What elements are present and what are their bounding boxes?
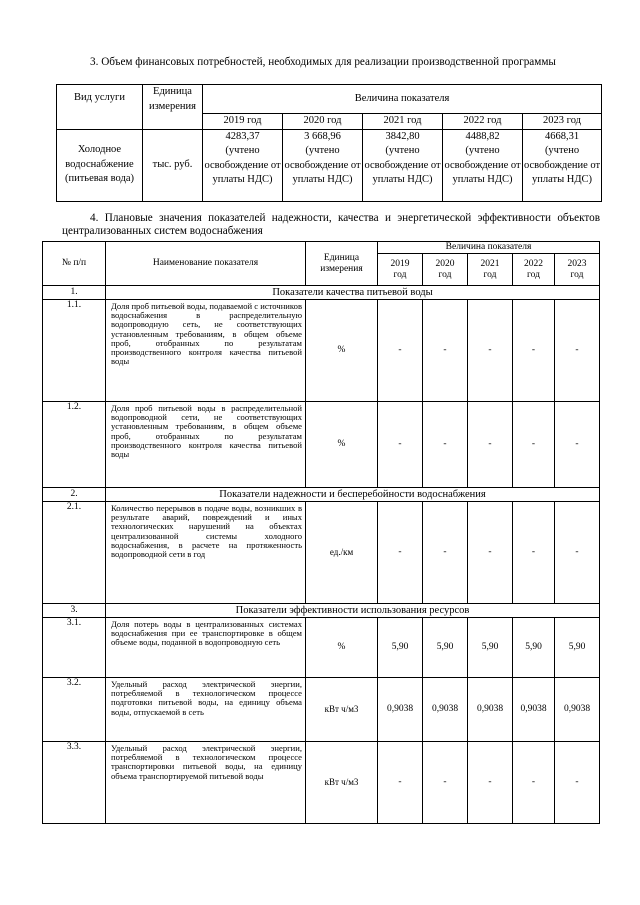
- indicator-name: Доля потерь воды в централизованных системах водоснабжения при ее транспортировке в общем объеме воды, поданной в водопроводную сеть: [106, 618, 306, 678]
- value-cell: -: [423, 402, 468, 488]
- group-title: Показатели надежности и бесперебойности водоснабжения: [106, 488, 600, 502]
- col-value-header: Величина показателя: [203, 85, 602, 114]
- value-cell: -: [423, 742, 468, 824]
- year-header: 2021 год: [468, 254, 513, 286]
- value-cell: -: [513, 742, 555, 824]
- unit-cell: тыс. руб.: [143, 129, 203, 201]
- unit-cell: ед./км: [306, 502, 378, 604]
- row-num: 3.1.: [43, 618, 106, 678]
- indicator-name: Доля проб питьевой воды, подаваемой с источников водоснабжения в распределительную водопроводную сеть, не соответствующих установленным требованиям, в общем объеме проб, отобранных по результатам производственного контроля качества питьевой воды: [106, 300, 306, 402]
- value-cell: -: [468, 402, 513, 488]
- year-header: 2021 год: [363, 114, 443, 130]
- row-num: 3.3.: [43, 742, 106, 824]
- value-cell: 5,90: [513, 618, 555, 678]
- group-num: 1.: [43, 286, 106, 300]
- group-title: Показатели качества питьевой воды: [106, 286, 600, 300]
- value-note: (учтено освобождение от уплаты НДС): [364, 145, 441, 185]
- col-unit-header: Единица измерения: [306, 242, 378, 286]
- value-cell: -: [555, 502, 600, 604]
- value-note: (учтено освобождение от уплаты НДС): [523, 145, 601, 185]
- year-header: 2022 год: [443, 114, 523, 130]
- value-cell: [283, 129, 363, 201]
- value-cell: -: [378, 402, 423, 488]
- col-num-header: № п/п: [43, 242, 106, 286]
- indicator-name: Удельный расход электрической энергии, потребляемой в технологическом процессе подготовки питьевой воды, на единицу объема воды, отпускаемой в сеть: [106, 678, 306, 742]
- value-cell: 0,9038: [555, 678, 600, 742]
- row-num: 3.2.: [43, 678, 106, 742]
- value-cell: 5,90: [468, 618, 513, 678]
- value-cell: -: [378, 502, 423, 604]
- value-amount: 4283,37: [225, 130, 260, 142]
- value-cell: -: [468, 300, 513, 402]
- value-cell: 0,9038: [513, 678, 555, 742]
- value-amount: 3842,80: [385, 130, 420, 142]
- group-num: 3.: [43, 604, 106, 618]
- value-cell: 5,90: [423, 618, 468, 678]
- col-unit-header: Единица измерения: [143, 85, 203, 130]
- year-header: 2019 год: [203, 114, 283, 130]
- value-cell: [523, 129, 602, 201]
- value-note: (учтено освобождение от уплаты НДС): [284, 145, 361, 185]
- row-num: 1.1.: [43, 300, 106, 402]
- value-cell: 0,9038: [423, 678, 468, 742]
- section-3-heading: 3. Объем финансовых потребностей, необходимых для реализации производственной программы: [90, 56, 556, 68]
- value-cell: 0,9038: [468, 678, 513, 742]
- value-cell: -: [378, 300, 423, 402]
- year-header: 2023 год: [523, 114, 602, 130]
- value-amount: 4668,31: [544, 130, 580, 142]
- value-cell: -: [513, 502, 555, 604]
- value-cell: -: [468, 502, 513, 604]
- indicators-table: [42, 241, 600, 824]
- indicator-name: Доля проб питьевой воды в распределительной водопроводной сети, не соответствующих установленным требованиям, в общем объеме проб, отобранных по результатам производственного контроля качества питьевой воды: [106, 402, 306, 488]
- value-amount: 4488,82: [465, 130, 500, 142]
- financial-needs-table: [56, 84, 602, 202]
- value-cell: -: [468, 742, 513, 824]
- value-cell: -: [513, 300, 555, 402]
- section-4-heading: 4. Плановые значения показателей надежности, качества и энергетической эффективности объектов централизованных систем водоснабжения: [62, 212, 600, 237]
- value-cell: [363, 129, 443, 201]
- group-title: Показатели эффективности использования ресурсов: [106, 604, 600, 618]
- col-name-header: Наименование показателя: [106, 242, 306, 286]
- value-cell: -: [423, 502, 468, 604]
- unit-cell: кВт ч/м3: [306, 742, 378, 824]
- value-note: (учтено освобождение от уплаты НДС): [204, 145, 281, 185]
- indicator-name: Удельный расход электрической энергии, потребляемой в технологическом процессе транспортировки питьевой воды, на единицу объема транспортируемой питьевой воды: [106, 742, 306, 824]
- row-num: 1.2.: [43, 402, 106, 488]
- value-cell: 5,90: [378, 618, 423, 678]
- row-num: 2.1.: [43, 502, 106, 604]
- unit-cell: %: [306, 300, 378, 402]
- value-cell: -: [423, 300, 468, 402]
- value-cell: 5,90: [555, 618, 600, 678]
- col-service-header: Вид услуги: [57, 85, 143, 130]
- year-header: 2020 год: [283, 114, 363, 130]
- service-name-cell: Холодное водоснабжение (питьевая вода): [57, 129, 143, 201]
- value-cell: [443, 129, 523, 201]
- unit-cell: кВт ч/м3: [306, 678, 378, 742]
- value-cell: -: [555, 300, 600, 402]
- value-cell: -: [555, 402, 600, 488]
- year-header: 2020 год: [423, 254, 468, 286]
- indicator-name: Количество перерывов в подаче воды, возникших в результате аварий, повреждений и иных технологических нарушений на объектах централизованной системы холодного водоснабжения, в расчете на протяженность водопроводной сети в год: [106, 502, 306, 604]
- year-header: 2023 год: [555, 254, 600, 286]
- year-header: 2022 год: [513, 254, 555, 286]
- value-cell: 0,9038: [378, 678, 423, 742]
- value-cell: -: [555, 742, 600, 824]
- value-amount: 3 668,96: [304, 130, 341, 142]
- value-cell: [203, 129, 283, 201]
- unit-cell: %: [306, 618, 378, 678]
- value-cell: -: [513, 402, 555, 488]
- col-value-header: Величина показателя: [378, 242, 600, 254]
- group-num: 2.: [43, 488, 106, 502]
- value-cell: -: [378, 742, 423, 824]
- value-note: (учтено освобождение от уплаты НДС): [444, 145, 521, 185]
- unit-cell: %: [306, 402, 378, 488]
- year-header: 2019 год: [378, 254, 423, 286]
